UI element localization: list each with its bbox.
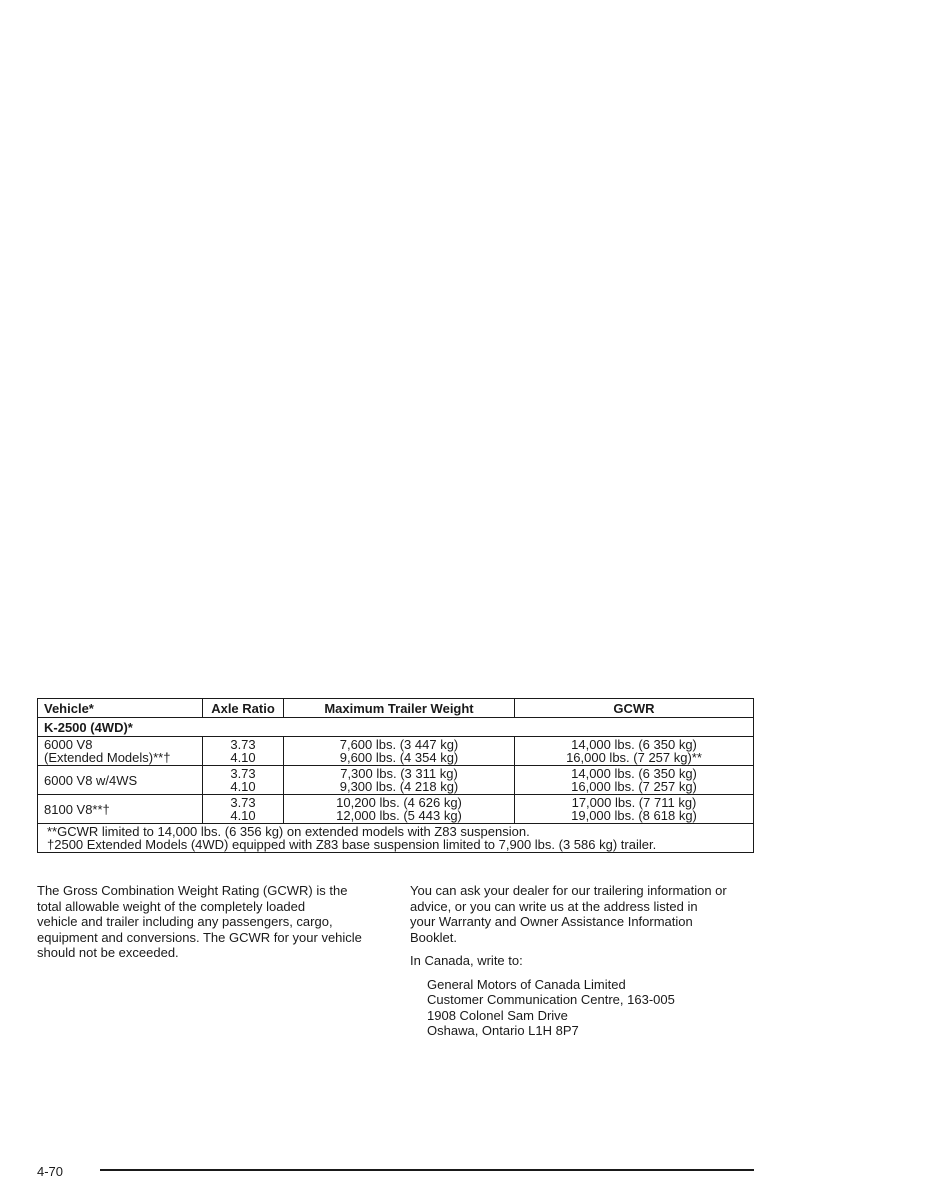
trailer-weight-value: 10,200 lbs. (4 626 kg) — [336, 795, 462, 810]
axle-value: 4.10 — [230, 808, 256, 823]
trailer-weight-value: 9,600 lbs. (4 354 kg) — [339, 750, 459, 765]
table-row — [38, 737, 754, 766]
vehicle-cell — [38, 795, 203, 824]
text-line: The Gross Combination Weight Rating (GCWR) is the — [37, 883, 348, 898]
gcwr-value: 14,000 lbs. (6 350 kg) — [571, 737, 697, 752]
mailing-address — [410, 977, 755, 1039]
trailer-weight-cell — [284, 766, 515, 795]
trailer-weight-cell — [284, 795, 515, 824]
text-line: Booklet. — [410, 929, 457, 945]
gcwr-value: 17,000 lbs. (7 711 kg) — [571, 795, 697, 810]
header-axle-ratio: Axle Ratio — [203, 699, 284, 718]
text-line: vehicle and trailer including any passengers, cargo, — [37, 914, 333, 929]
footnote-extended-models: †2500 Extended Models (4WD) equipped with Z83 base suspension limited to 7,900 lbs. (3 586 kg) trailer. — [47, 837, 657, 852]
address-line: General Motors of Canada Limited — [427, 976, 626, 992]
text-line: should not be exceeded. — [37, 945, 179, 960]
table-notes — [38, 824, 754, 853]
header-vehicle: Vehicle* — [38, 699, 203, 718]
vehicle-line: 6000 V8 — [44, 737, 93, 752]
trailer-weight-cell — [284, 737, 515, 766]
axle-value: 4.10 — [230, 779, 256, 794]
axle-cell — [203, 766, 284, 795]
trailer-weight-value: 12,000 lbs. (5 443 kg) — [336, 808, 462, 823]
gcwr-cell — [515, 766, 754, 795]
trailer-weight-value: 7,600 lbs. (3 447 kg) — [339, 737, 459, 752]
left-column-text — [37, 883, 392, 969]
axle-value: 4.10 — [230, 750, 256, 765]
table-row — [38, 766, 754, 795]
trailer-weight-value: 9,300 lbs. (4 218 kg) — [339, 779, 459, 794]
table-section-row — [38, 718, 754, 737]
address-line: 1908 Colonel Sam Drive — [427, 1007, 568, 1023]
axle-value: 3.73 — [230, 766, 256, 781]
table-notes-row — [38, 824, 754, 853]
axle-cell — [203, 737, 284, 766]
header-max-trailer-weight: Maximum Trailer Weight — [284, 699, 515, 718]
page-number: 4-70 — [37, 1164, 64, 1179]
axle-cell — [203, 795, 284, 824]
text-line: your Warranty and Owner Assistance Information — [410, 914, 693, 929]
footnote-gcwr: **GCWR limited to 14,000 lbs. (6 356 kg) on extended models with Z83 suspension. — [47, 824, 530, 839]
section-label: K-2500 (4WD)* — [38, 718, 754, 737]
gcwr-paragraph — [37, 883, 392, 961]
axle-value: 3.73 — [230, 795, 256, 810]
table-row — [38, 795, 754, 824]
address-line: Oshawa, Ontario L1H 8P7 — [427, 1023, 579, 1038]
text-line: advice, or you can write us at the address listed in — [410, 898, 698, 914]
address-line: Customer Communication Centre, 163-005 — [427, 992, 675, 1007]
table-header-row — [38, 699, 754, 718]
right-column-text — [410, 883, 755, 1047]
gcwr-value: 16,000 lbs. (7 257 kg) — [571, 779, 697, 794]
gcwr-value: 14,000 lbs. (6 350 kg) — [571, 766, 697, 781]
vehicle-line: (Extended Models)**† — [44, 750, 171, 765]
axle-value: 3.73 — [230, 737, 256, 752]
gcwr-cell — [515, 795, 754, 824]
vehicle-line: 6000 V8 w/4WS — [44, 772, 138, 788]
text-line: total allowable weight of the completely loaded — [37, 898, 306, 914]
footer-rule — [100, 1169, 754, 1171]
text-line: equipment and conversions. The GCWR for your vehicle — [37, 929, 362, 945]
vehicle-cell — [38, 766, 203, 795]
header-gcwr: GCWR — [515, 699, 754, 718]
trailer-weight-table — [37, 698, 754, 853]
text-line: You can ask your dealer for our trailering information or — [410, 883, 727, 898]
canada-paragraph: In Canada, write to: — [410, 953, 523, 968]
vehicle-cell — [38, 737, 203, 766]
gcwr-value: 19,000 lbs. (8 618 kg) — [571, 808, 697, 823]
gcwr-cell — [515, 737, 754, 766]
gcwr-value: 16,000 lbs. (7 257 kg)** — [566, 750, 702, 765]
dealer-advice-paragraph — [410, 883, 755, 945]
vehicle-line: 8100 V8**† — [44, 801, 110, 817]
trailer-weight-value: 7,300 lbs. (3 311 kg) — [340, 766, 458, 781]
